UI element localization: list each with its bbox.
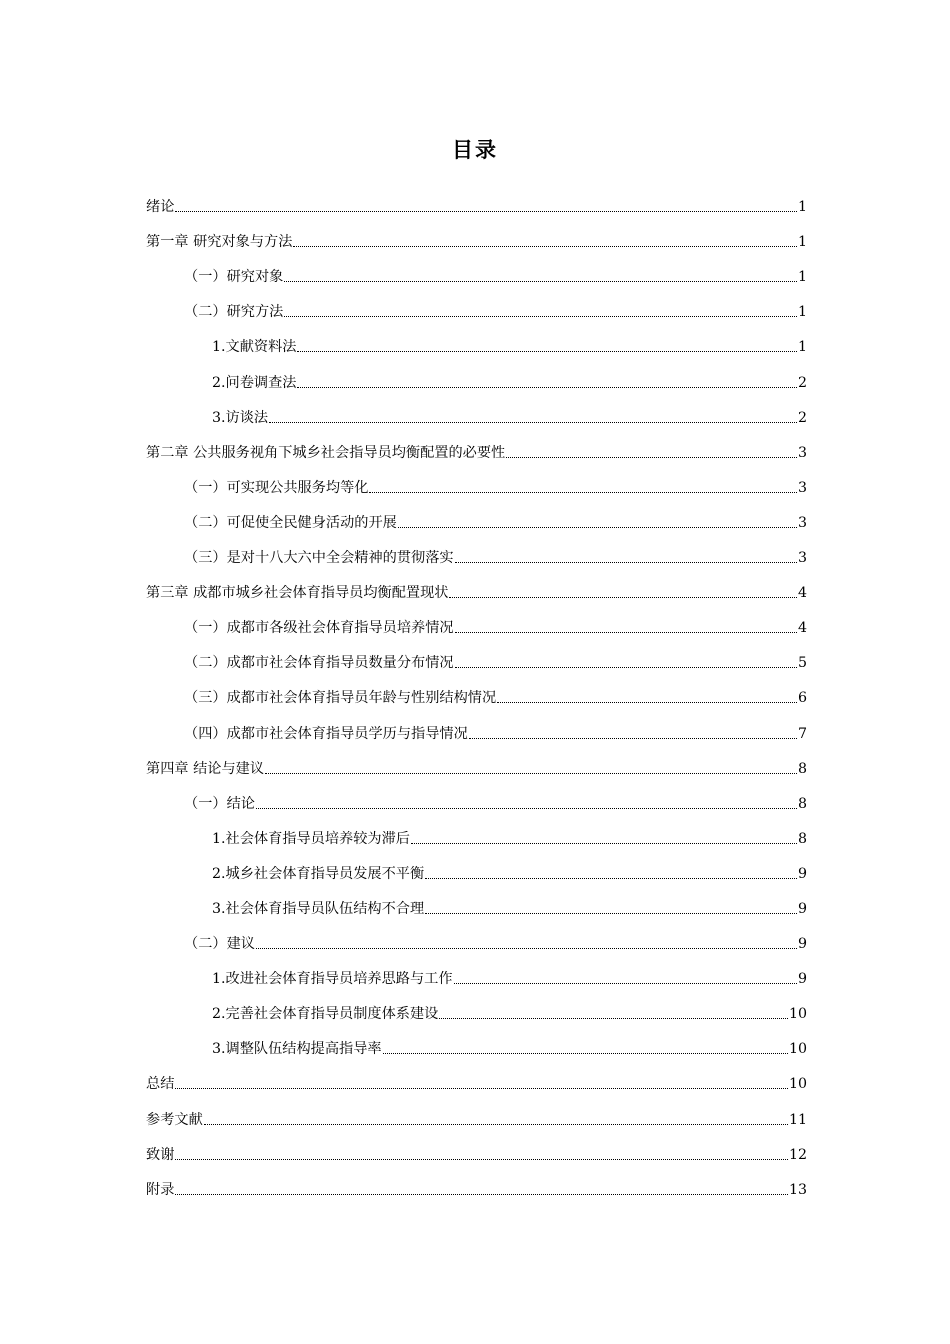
- toc-dot-leader: [411, 843, 797, 844]
- toc-entry-page-number: 1: [797, 269, 807, 286]
- toc-entry-label: （三）是对十八大六中全会精神的贯彻落实: [184, 550, 454, 567]
- toc-entry-label: 1.改进社会体育指导员培养思路与工作: [212, 971, 453, 988]
- toc-entry-label: 总结: [146, 1076, 175, 1093]
- toc-entry[interactable]: [146, 537, 807, 572]
- toc-dot-leader: [449, 597, 797, 598]
- toc-entry-page-number: 4: [797, 585, 807, 602]
- toc-entry-label: 3.访谈法: [212, 409, 269, 426]
- toc-entry[interactable]: [146, 853, 807, 888]
- toc-dot-leader: [297, 387, 796, 388]
- toc-dot-leader: [175, 1088, 788, 1089]
- toc-entry[interactable]: [146, 256, 807, 291]
- toc-entry-label: 3.社会体育指导员队伍结构不合理: [212, 900, 425, 917]
- toc-entry[interactable]: [146, 607, 807, 642]
- toc-entry-label: （二）研究方法: [184, 304, 284, 321]
- toc-entry[interactable]: [146, 432, 807, 467]
- toc-entry-page-number: 1: [797, 199, 807, 216]
- toc-entry[interactable]: [146, 1098, 807, 1133]
- toc-entry-label: （一）结论: [184, 795, 255, 812]
- toc-dot-leader: [439, 1018, 788, 1019]
- toc-entry[interactable]: [146, 993, 807, 1028]
- toc-dot-leader: [398, 527, 797, 528]
- toc-entry-page-number: 9: [797, 900, 807, 917]
- toc-entry[interactable]: [146, 1063, 807, 1098]
- toc-dot-leader: [297, 351, 796, 352]
- toc-dot-leader: [284, 316, 797, 317]
- toc-dot-leader: [265, 773, 797, 774]
- toc-entry[interactable]: [146, 748, 807, 783]
- toc-dot-leader: [425, 878, 797, 879]
- toc-entry[interactable]: [146, 502, 807, 537]
- toc-entry-label: 第四章 结论与建议: [146, 760, 265, 777]
- toc-entry[interactable]: [146, 186, 807, 221]
- toc-entry-page-number: 1: [797, 304, 807, 321]
- toc-dot-leader: [269, 422, 797, 423]
- toc-entry-page-number: 8: [797, 760, 807, 777]
- toc-entry-page-number: 10: [788, 1041, 807, 1058]
- toc-entry-label: （四）成都市社会体育指导员学历与指导情况: [184, 725, 468, 742]
- toc-entry[interactable]: [146, 291, 807, 326]
- toc-entry-page-number: 12: [788, 1146, 807, 1163]
- toc-dot-leader: [175, 211, 797, 212]
- toc-entry-page-number: 9: [797, 865, 807, 882]
- toc-entry-label: 第二章 公共服务视角下城乡社会指导员均衡配置的必要性: [146, 444, 506, 461]
- toc-entry[interactable]: [146, 888, 807, 923]
- toc-dot-leader: [425, 913, 797, 914]
- toc-entry-page-number: 9: [797, 971, 807, 988]
- toc-entry-label: 第三章 成都市城乡社会体育指导员均衡配置现状: [146, 585, 449, 602]
- toc-entry-label: （三）成都市社会体育指导员年龄与性别结构情况: [184, 690, 497, 707]
- toc-entry[interactable]: [146, 1134, 807, 1169]
- toc-entry-page-number: 3: [797, 444, 807, 461]
- toc-entry[interactable]: [146, 397, 807, 432]
- toc-entry[interactable]: [146, 958, 807, 993]
- toc-dot-leader: [256, 808, 797, 809]
- toc-entry-label: 3.调整队伍结构提高指导率: [212, 1041, 382, 1058]
- toc-entry-page-number: 8: [797, 830, 807, 847]
- toc-entry-page-number: 8: [797, 795, 807, 812]
- toc-dot-leader: [469, 738, 797, 739]
- toc-dot-leader: [455, 562, 797, 563]
- toc-entry-page-number: 10: [788, 1006, 807, 1023]
- toc-entry-page-number: 2: [797, 409, 807, 426]
- toc-entry-page-number: 6: [797, 690, 807, 707]
- toc-entry[interactable]: [146, 467, 807, 502]
- toc-entry-page-number: 2: [797, 374, 807, 391]
- toc-entry-label: 致谢: [146, 1146, 175, 1163]
- toc-entry-label: 附录: [146, 1181, 175, 1198]
- toc-entry[interactable]: [146, 221, 807, 256]
- toc-entry[interactable]: [146, 712, 807, 747]
- toc-dot-leader: [175, 1159, 788, 1160]
- toc-entry-page-number: 9: [797, 936, 807, 953]
- toc-entry-label: 1.社会体育指导员培养较为滞后: [212, 830, 410, 847]
- toc-entry-page-number: 3: [797, 514, 807, 531]
- toc-entry-label: （一）成都市各级社会体育指导员培养情况: [184, 620, 454, 637]
- toc-entry-page-number: 1: [797, 234, 807, 251]
- toc-entry-page-number: 13: [788, 1181, 807, 1198]
- toc-entry-label: （二）建议: [184, 936, 255, 953]
- toc-entry-page-number: 3: [797, 550, 807, 567]
- toc-entry-label: 参考文献: [146, 1111, 203, 1128]
- toc-entry[interactable]: [146, 1169, 807, 1204]
- toc-entry[interactable]: [146, 572, 807, 607]
- toc-entry-label: 2.完善社会体育指导员制度体系建设: [212, 1006, 439, 1023]
- toc-entry-label: 2.问卷调查法: [212, 374, 297, 391]
- toc-entry-label: （一）研究对象: [184, 269, 284, 286]
- toc-entry-page-number: 5: [797, 655, 807, 672]
- toc-dot-leader: [454, 983, 797, 984]
- toc-entry-label: 第一章 研究对象与方法: [146, 234, 293, 251]
- toc-entry-page-number: 1: [797, 339, 807, 356]
- toc-entry-label: （二）可促使全民健身活动的开展: [184, 514, 397, 531]
- toc-dot-leader: [383, 1053, 788, 1054]
- toc-entry[interactable]: [146, 361, 807, 396]
- toc-entry-label: 2.城乡社会体育指导员发展不平衡: [212, 865, 425, 882]
- toc-dot-leader: [506, 457, 797, 458]
- toc-dot-leader: [455, 667, 797, 668]
- toc-dot-leader: [175, 1194, 788, 1195]
- toc-entry-label: 1.文献资料法: [212, 339, 297, 356]
- toc-entry-page-number: 4: [797, 620, 807, 637]
- toc-entry-label: （一）可实现公共服务均等化: [184, 479, 369, 496]
- toc-entry[interactable]: [146, 677, 807, 712]
- toc-dot-leader: [256, 948, 797, 949]
- toc-entry-page-number: 10: [788, 1076, 807, 1093]
- toc-entry-label: （二）成都市社会体育指导员数量分布情况: [184, 655, 454, 672]
- toc-dot-leader: [204, 1124, 788, 1125]
- toc-dot-leader: [497, 702, 797, 703]
- toc-dot-leader: [284, 281, 797, 282]
- toc-entry-page-number: 3: [797, 479, 807, 496]
- toc-entry[interactable]: [146, 326, 807, 361]
- toc-entry-page-number: 7: [797, 725, 807, 742]
- toc-entry-label: 绪论: [146, 199, 175, 216]
- toc-entry[interactable]: [146, 642, 807, 677]
- toc-title: 目录: [452, 138, 498, 162]
- toc-entry[interactable]: [146, 1028, 807, 1063]
- toc-dot-leader: [369, 492, 797, 493]
- toc-dot-leader: [293, 246, 797, 247]
- toc-entry[interactable]: [146, 783, 807, 818]
- toc-entry-page-number: 11: [788, 1111, 807, 1128]
- toc-list: [146, 186, 807, 1204]
- toc-entry[interactable]: [146, 923, 807, 958]
- toc-dot-leader: [455, 632, 797, 633]
- toc-entry[interactable]: [146, 818, 807, 853]
